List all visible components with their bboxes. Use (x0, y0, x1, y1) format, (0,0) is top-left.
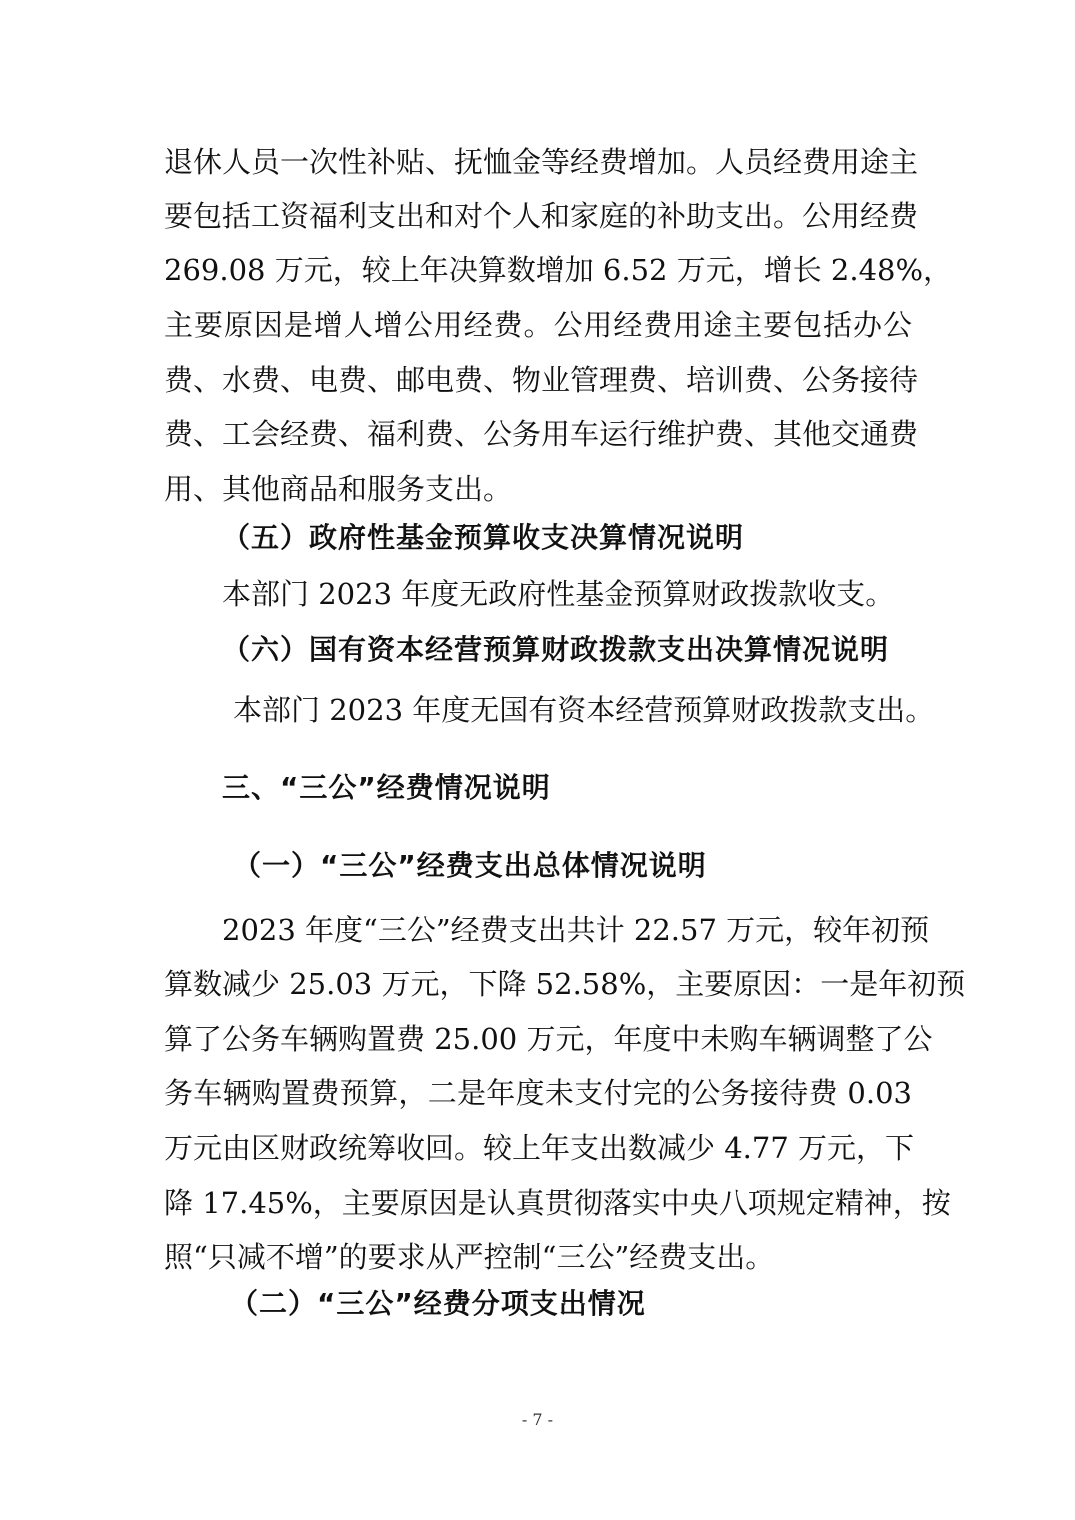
paragraph-line: 费、工会经费、福利费、公务用车运行维护费、其他交通费 (164, 417, 919, 451)
page-number: - 7 - (521, 1410, 554, 1429)
paragraph-line: 照“只减不增”的要求从严控制“三公”经费支出。 (164, 1240, 775, 1274)
section-heading-five: （五）政府性基金预算收支决算情况说明 (222, 521, 745, 554)
paragraph-line: 退休人员一次性补贴、抚恤金等经费增加。人员经费用途主 (164, 145, 919, 179)
section-heading-six: （六）国有资本经营预算财政拨款支出决算情况说明 (222, 633, 890, 666)
paragraph-line: 万元由区财政统筹收回。较上年支出数减少 4.77 万元，下 (164, 1131, 915, 1165)
paragraph-line: 2023 年度“三公”经费支出共计 22.57 万元，较年初预 (222, 913, 930, 947)
paragraph-line: 降 17.45%，主要原因是认真贯彻落实中央八项规定精神，按 (164, 1186, 951, 1220)
paragraph-line: 要包括工资福利支出和对个人和家庭的补助支出。公用经费 (164, 199, 919, 233)
paragraph-line: 主要原因是增人增公用经费。公用经费用途主要包括办公 (164, 308, 912, 342)
paragraph-line: 算了公务车辆购置费 25.00 万元，年度中未购车辆调整了公 (164, 1022, 933, 1056)
paragraph-line: 算数减少 25.03 万元，下降 52.58%，主要原因：一是年初预 (164, 967, 966, 1001)
paragraph-line: 务车辆购置费预算，二是年度未支付完的公务接待费 0.03 (164, 1076, 912, 1110)
section-heading-two: （二）“三公”经费分项支出情况 (230, 1287, 646, 1320)
paragraph-line: 269.08 万元，较上年决算数增加 6.52 万元，增长 2.48%， (164, 253, 953, 287)
section-heading-one: （一）“三公”经费支出总体情况说明 (233, 849, 707, 882)
paragraph-line: 本部门 2023 年度无政府性基金预算财政拨款收支。 (222, 577, 895, 611)
chapter-heading-three: 三、“三公”经费情况说明 (222, 771, 551, 804)
paragraph-line: 费、水费、电费、邮电费、物业管理费、培训费、公务接待 (164, 363, 919, 397)
paragraph-line: 本部门 2023 年度无国有资本经营预算财政拨款支出。 (233, 693, 935, 727)
paragraph-line: 用、其他商品和服务支出。 (164, 472, 513, 506)
